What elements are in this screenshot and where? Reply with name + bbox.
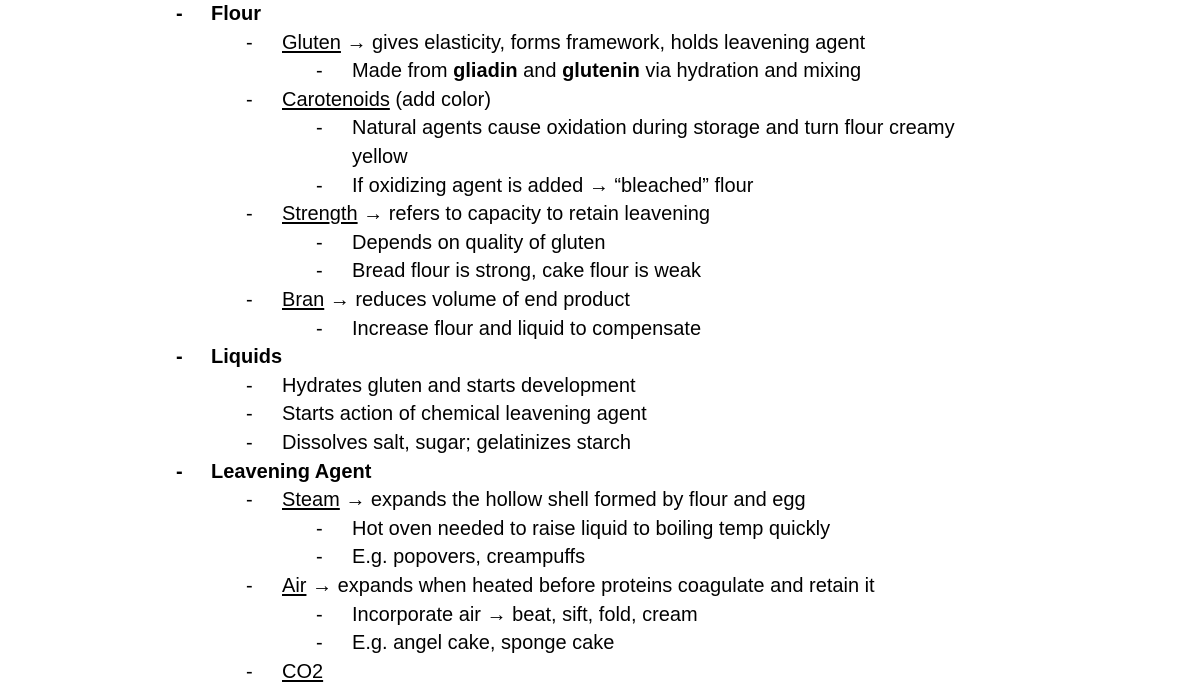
bullet-dash: - (246, 575, 253, 597)
bullet-dash: - (316, 174, 323, 197)
bold-term: gliadin (453, 60, 518, 83)
text-segment: Hydrates gluten and starts development (282, 374, 636, 397)
text-segment: Depends on quality of gluten (352, 231, 606, 254)
outline-line-level-2 (0, 400, 1200, 428)
bold-term: glutenin (562, 60, 640, 83)
text-segment: Flour (211, 3, 261, 25)
outline-line-level-2 (0, 486, 1200, 514)
text-segment: and (517, 60, 563, 83)
bullet-text (282, 400, 647, 428)
section-heading (211, 0, 261, 28)
bullet-dash: - (176, 460, 183, 483)
bullet-dash: - (246, 88, 253, 111)
text-segment: (add color) (389, 88, 491, 111)
bullet-dash: - (246, 203, 253, 226)
bullet-text (282, 429, 631, 457)
underlined-term: Strength (282, 203, 358, 226)
bullet-dash: - (316, 603, 323, 626)
outline-line-level-2 (0, 658, 1200, 686)
bullet-dash: - (316, 117, 323, 140)
outline-line-level-2 (0, 372, 1200, 400)
text-segment: Hot oven needed to raise liquid to boiling temp quickly (352, 517, 831, 540)
underlined-term: Gluten (282, 31, 341, 54)
text-segment: E.g. angel cake, sponge cake (352, 632, 615, 655)
bullet-text (352, 172, 753, 200)
section-heading (211, 458, 371, 486)
text-segment: → gives elasticity, forms framework, holds leavening agent (340, 31, 866, 54)
bullet-dash: - (316, 231, 323, 254)
text-segment: yellow (352, 146, 408, 168)
outline-line-level-1 (0, 0, 1200, 28)
bullet-dash: - (246, 31, 253, 54)
bullet-text (352, 601, 698, 629)
bullet-text (352, 315, 701, 343)
outline-line-level-3 (0, 543, 1200, 571)
bullet-text (352, 114, 955, 142)
text-segment: → reduces volume of end product (324, 289, 630, 311)
bullet-dash: - (246, 660, 253, 683)
underlined-term: Air (282, 575, 307, 597)
bullet-text (282, 200, 710, 228)
outline-line-level-1 (0, 343, 1200, 371)
bullet-text (282, 29, 865, 57)
bullet-text (352, 229, 606, 257)
bullet-text (352, 257, 701, 285)
text-segment: via hydration and mixing (639, 60, 862, 83)
outline-line-level-3 (0, 629, 1200, 657)
bullet-dash: - (316, 317, 323, 340)
text-segment: If oxidizing agent is added → “bleached” flour (352, 174, 754, 197)
outline-line-level-3 (0, 257, 1200, 285)
outline-line-level-3 (0, 143, 1200, 171)
outline-line-level-3 (0, 229, 1200, 257)
bullet-dash: - (246, 289, 253, 311)
outline-line-level-1 (0, 458, 1200, 486)
bullet-text (282, 658, 323, 686)
text-segment: Dissolves salt, sugar; gelatinizes starch (282, 432, 632, 454)
underlined-term: CO2 (282, 660, 324, 683)
outline-line-level-2 (0, 86, 1200, 114)
text-segment: → expands when heated before proteins coagulate and retain it (306, 575, 875, 597)
bullet-text (282, 372, 636, 400)
text-segment: E.g. popovers, creampuffs (352, 546, 586, 569)
text-segment: Made from (352, 60, 454, 83)
bullet-dash: - (316, 517, 323, 540)
text-segment: Incorporate air → beat, sift, fold, cream (352, 603, 698, 626)
bullet-dash: - (316, 260, 323, 283)
bullet-text (282, 86, 491, 114)
bullet-dash: - (246, 489, 253, 512)
bullet-text (352, 543, 585, 571)
bullet-dash: - (316, 60, 323, 83)
outline-line-level-3 (0, 315, 1200, 343)
outline-line-level-3 (0, 114, 1200, 142)
bullet-text (352, 57, 861, 85)
bullet-dash: - (176, 3, 183, 25)
text-segment: Leavening Agent (211, 460, 372, 483)
outline-line-level-2 (0, 286, 1200, 314)
text-segment: → refers to capacity to retain leavening (357, 203, 711, 226)
outline-line-level-2 (0, 29, 1200, 57)
outline-line-level-3 (0, 601, 1200, 629)
outline-line-level-3 (0, 57, 1200, 85)
outline-line-level-2 (0, 200, 1200, 228)
bullet-text (352, 515, 830, 543)
bullet-text (282, 486, 806, 514)
text-segment: Bread flour is strong, cake flour is weak (352, 260, 702, 283)
bullet-text (282, 572, 875, 600)
text-segment: Starts action of chemical leavening agent (282, 403, 647, 426)
text-segment: Natural agents cause oxidation during storage and turn flour creamy (352, 117, 955, 140)
bullet-dash: - (176, 346, 183, 369)
underlined-term: Bran (282, 289, 325, 311)
text-segment: Increase flour and liquid to compensate (352, 317, 702, 340)
bullet-text (352, 629, 614, 657)
bullet-dash: - (246, 374, 253, 397)
bullet-text (282, 286, 630, 314)
underlined-term: Steam (282, 489, 340, 512)
underlined-term: Carotenoids (282, 88, 390, 111)
text-segment: Liquids (211, 346, 283, 369)
bullet-text (352, 143, 408, 171)
text-segment: → expands the hollow shell formed by flour and egg (339, 489, 806, 512)
bullet-dash: - (316, 632, 323, 655)
bullet-dash: - (246, 403, 253, 426)
section-heading (211, 343, 282, 371)
outline-line-level-2 (0, 572, 1200, 600)
bullet-dash: - (316, 546, 323, 569)
outline-line-level-3 (0, 515, 1200, 543)
bullet-dash: - (246, 432, 253, 454)
outline-line-level-3 (0, 172, 1200, 200)
outline-line-level-2 (0, 429, 1200, 457)
